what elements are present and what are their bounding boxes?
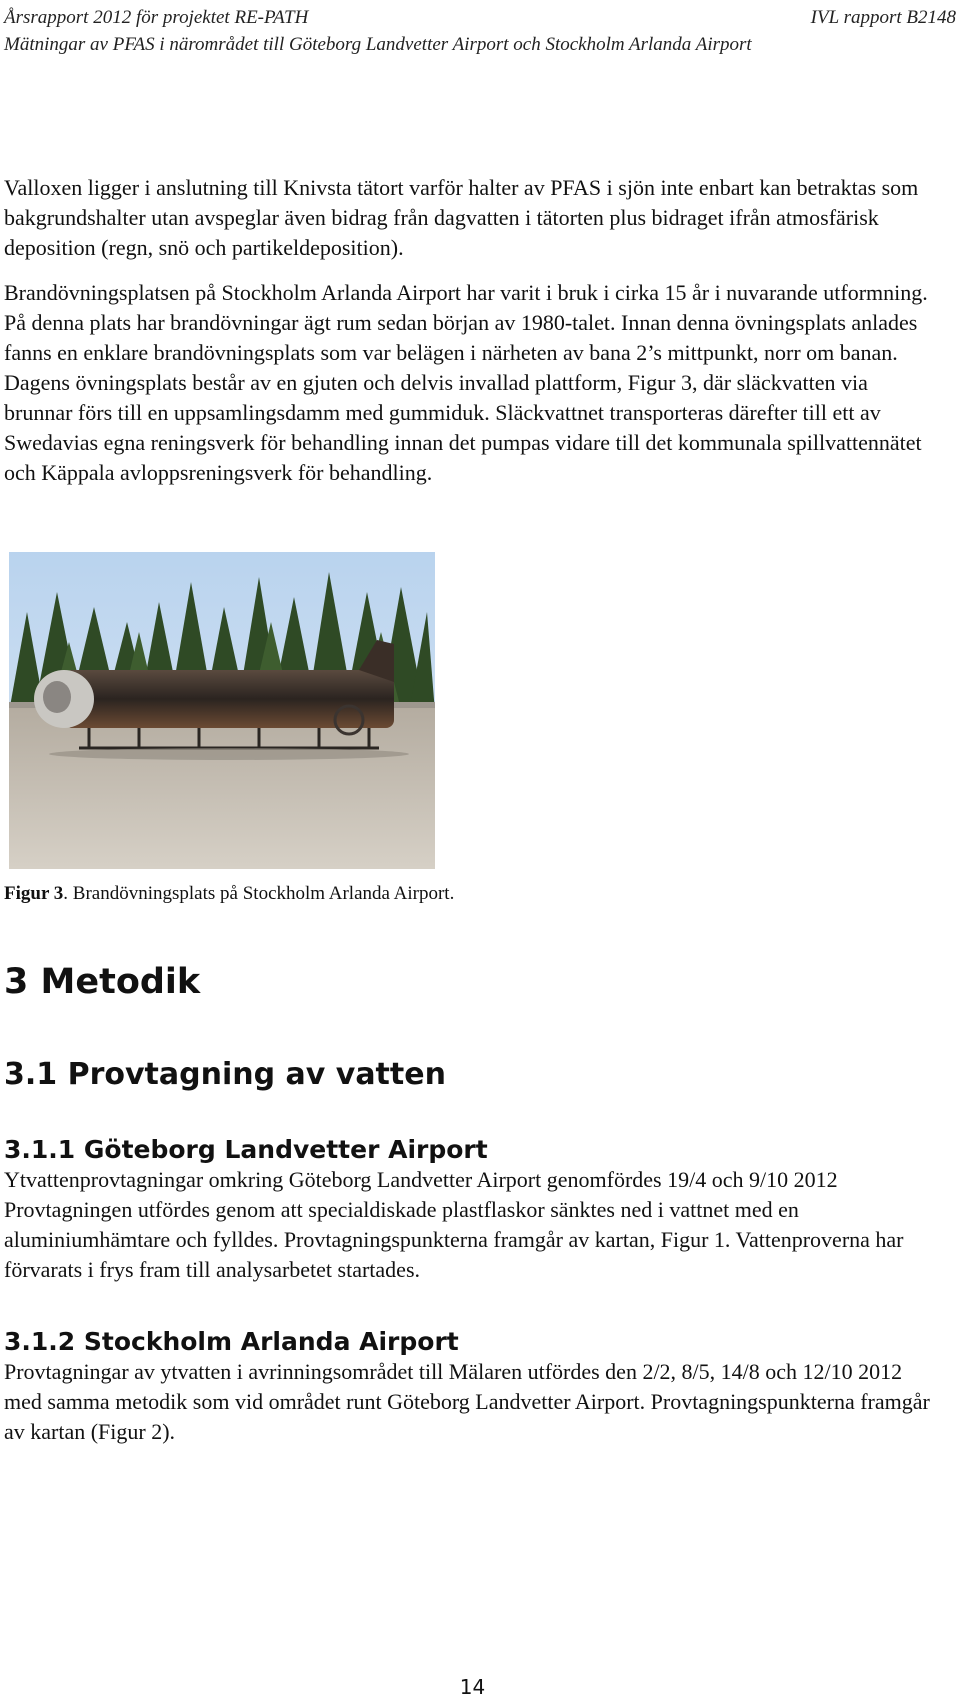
subsubsection-heading-arlanda: 3.1.2 Stockholm Arlanda Airport (4, 1327, 459, 1356)
paragraph-valloxen: Valloxen ligger i anslutning till Knivsta tätort varför halter av PFAS i sjön inte enbart kan betraktas som bakgrundshalter utan avspeglar även bidrag från dagvatten i tätorten plus bidraget ifrån atmosfärisk deposition (regn, snö och partikeldeposition). (4, 175, 919, 260)
section-heading-metodik: 3 Metodik (4, 962, 201, 1002)
subsection-heading-provtagning: 3.1 Provtagning av vatten (4, 1057, 446, 1092)
intro-text (4, 173, 939, 488)
paragraph-landvetter: Ytvattenprovtagningar omkring Göteborg Landvetter Airport genomfördes 19/4 och 9/10 2012 Provtagningen utfördes genom att specialdiskade plastflaskor sänktes ned i vattnet med en aluminiumhämtare och fylldes. Provtagningspunkterna framgår av kartan, Figur 1. Vattenproverna har förvarats i frys fram till analysarbetet startades. (4, 1167, 904, 1282)
figure-label: Figur 3 (4, 883, 64, 904)
report-subtitle: Mätningar av PFAS i närområdet till Göteborg Landvetter Airport och Stockholm Arlanda Airport (4, 34, 752, 55)
fire-training-mockup-image (9, 552, 435, 869)
report-id: IVL rapport B2148 (810, 7, 956, 28)
page-number: 14 (459, 1675, 486, 1699)
section-landvetter-body (4, 1165, 939, 1285)
paragraph-brandovningsplats: Brandövningsplatsen på Stockholm Arlanda Airport har varit i bruk i cirka 15 år i nuvarande utformning. På denna plats har brandövningar ägt rum sedan början av 1980-talet. Innan denna övningsplats anlades fanns en enklare brandövningsplats som var belägen i närheten av bana 2’s mittpunkt, norr om banan. Dagens övningsplats består av en gjuten och delvis invallad plattform, Figur 3, där släckvatten via brunnar förs till en uppsamlingsdamm med gummiduk. Släckvattnet transporteras därefter till ett av Swedavias egna reningsverk för behandling innan det pumpas vidare till det kommunala spillvattennätet och Käppala avloppsreningsverk för behandling. (4, 280, 928, 485)
paragraph-arlanda: Provtagningar av ytvatten i avrinningsområdet till Mälaren utfördes den 2/2, 8/5, 14/8 och 12/10 2012 med samma metodik som vid området runt Göteborg Landvetter Airport. Provtagningspunkterna framgår av kartan (Figur 2). (4, 1359, 930, 1444)
subsubsection-heading-landvetter: 3.1.1 Göteborg Landvetter Airport (4, 1135, 488, 1164)
section-arlanda-body (4, 1357, 939, 1447)
figure-caption-text: . Brandövningsplats på Stockholm Arlanda Airport. (63, 883, 455, 904)
figure-caption (4, 880, 454, 908)
report-series-title: Årsrapport 2012 för projektet RE-PATH (4, 7, 309, 28)
page-header (4, 4, 956, 58)
figure-3-photo (9, 552, 435, 869)
